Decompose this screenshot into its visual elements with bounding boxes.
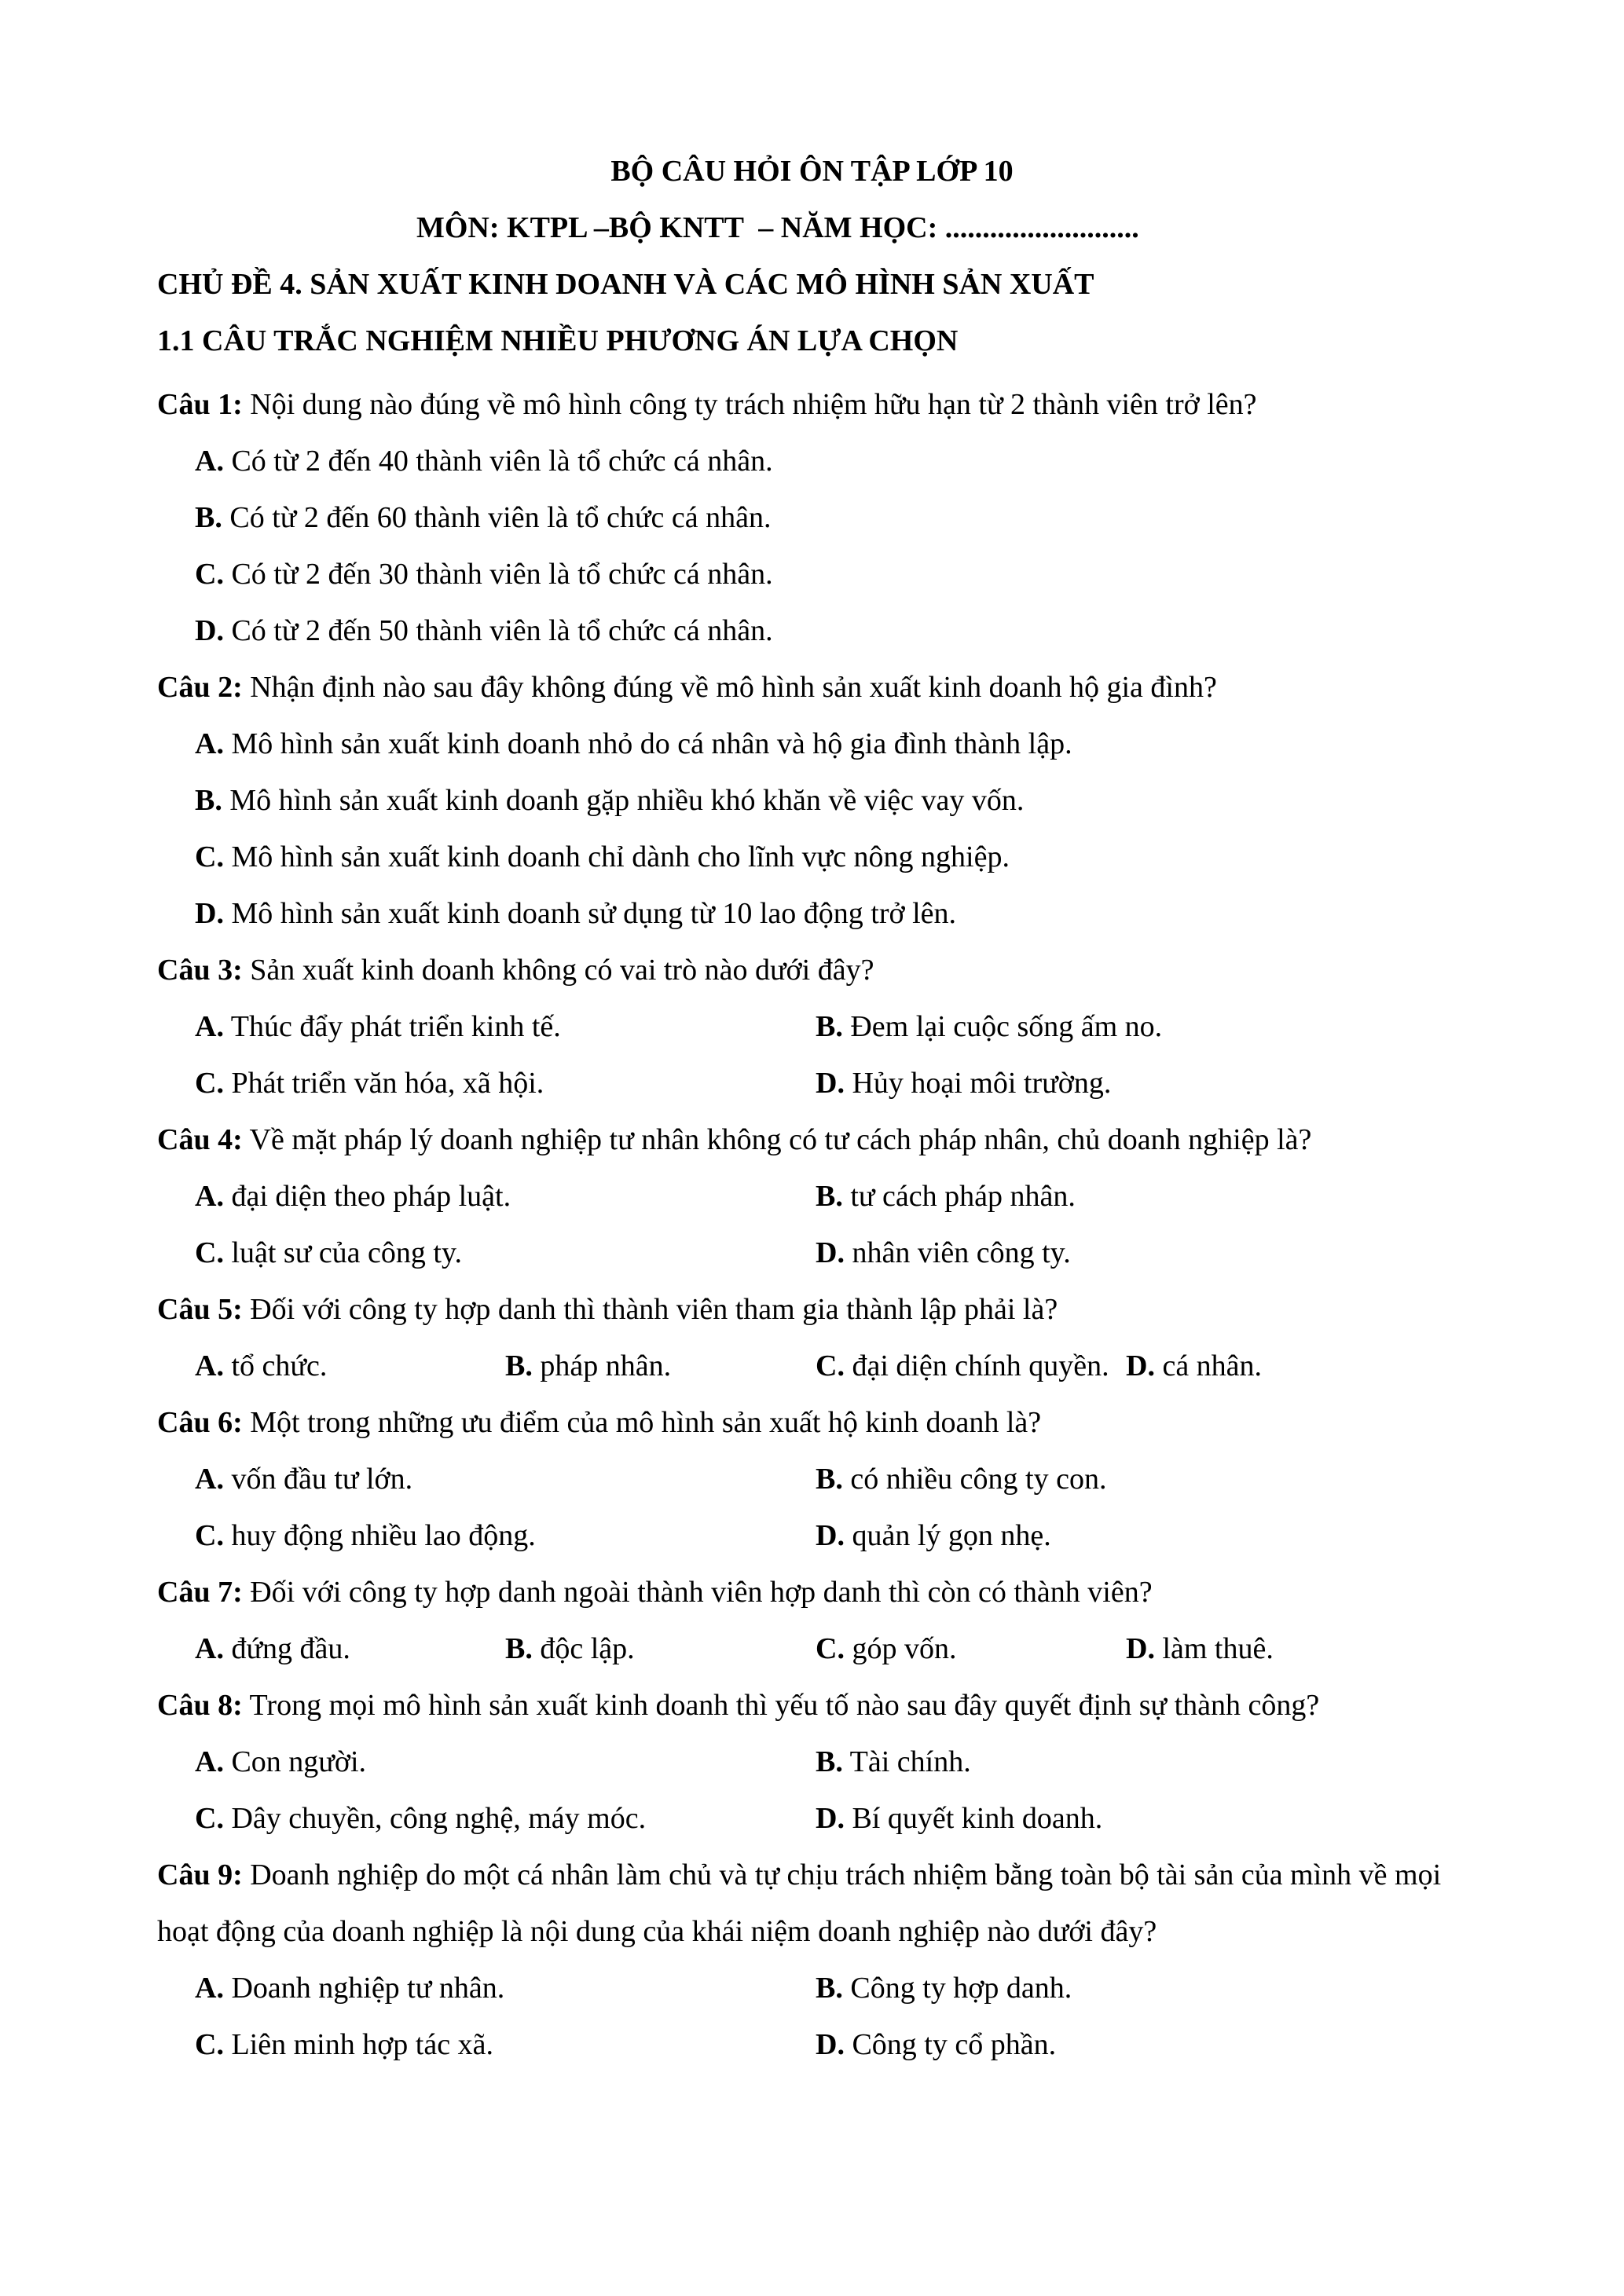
option-c [195,2027,816,2062]
option-letter: D. [816,1802,845,1835]
option-c [816,1631,1126,1666]
option-group [157,716,1485,942]
option-letter: D. [195,614,224,647]
document-title: BỘ CÂU HỎI ÔN TẬP LỚP 10 [610,155,1014,188]
question-3 [157,942,1485,1111]
option-letter: D. [816,1236,845,1269]
option-b [816,1462,1436,1496]
option-text: pháp nhân. [532,1349,672,1382]
option-letter: C. [195,2028,224,2061]
option-letter: B. [505,1349,533,1382]
option-d [816,1801,1436,1836]
option-text: Công ty hợp danh. [842,1972,1072,2005]
option-d [1126,1349,1436,1383]
option-text: quản lý gọn nhẹ. [844,1519,1051,1552]
option-letter: D. [195,897,224,930]
option-letter: A. [195,727,224,760]
option-b [195,500,1485,535]
option-text: Dây chuyền, công nghệ, máy móc. [223,1802,647,1835]
option-a [195,1462,816,1496]
question-stem [157,1281,1485,1338]
option-text: tổ chức. [223,1349,328,1382]
question-text: Nhận định nào sau đây không đúng về mô hình sản xuất kinh doanh hộ gia đình? [242,671,1217,704]
option-letter: B. [195,784,222,817]
option-text: đại diện chính quyền. [844,1349,1109,1382]
option-text: độc lập. [532,1632,635,1665]
option-text: Mô hình sản xuất kinh doanh nhỏ do cá nhân và hộ gia đình thành lập. [223,727,1072,760]
option-text: Con người. [223,1745,367,1778]
question-text: Nội dung nào đúng về mô hình công ty trách nhiệm hữu hạn từ 2 thành viên trở lên? [242,388,1257,421]
question-list [157,376,1485,2073]
option-letter: B. [816,1463,843,1496]
question-label: Câu 5: [157,1293,243,1326]
question-text: Doanh nghiệp do một cá nhân làm chủ và tự chịu trách nhiệm bằng toàn bộ tài sản của mình về mọi hoạt động của doanh nghiệp là nội dung của khái niệm doanh nghiệp nào dưới đây? [157,1858,1442,1948]
option-c [195,840,1485,874]
option-text: làm thuê. [1154,1632,1274,1665]
question-label: Câu 7: [157,1576,243,1609]
option-a [195,1349,505,1383]
option-b [505,1349,816,1383]
option-letter: A. [195,1010,224,1043]
option-b [505,1631,816,1666]
option-group [157,1734,1485,1847]
option-d [195,613,1485,648]
option-a [195,1631,505,1666]
question-stem [157,1394,1485,1451]
option-text: Doanh nghiệp tư nhân. [223,1972,505,2005]
option-letter: B. [816,1010,843,1043]
document-subtitle: MÔN: KTPL –BỘ KNTT – NĂM HỌC: .......................... [416,211,1139,244]
option-letter: D. [1126,1349,1155,1382]
option-text: Thúc đẩy phát triển kinh tế. [223,1010,561,1043]
option-text: tư cách pháp nhân. [842,1180,1076,1213]
option-letter: C. [195,1519,224,1552]
question-6 [157,1394,1485,1564]
option-text: Phát triển văn hóa, xã hội. [223,1067,544,1100]
option-b [816,1179,1436,1214]
question-text: Đối với công ty hợp danh ngoài thành viên hợp danh thì còn có thành viên? [242,1576,1153,1609]
option-letter: C. [195,1067,224,1100]
option-text: Có từ 2 đến 60 thành viên là tổ chức cá nhân. [222,501,772,534]
option-group [157,1338,1485,1394]
option-letter: C. [816,1349,845,1382]
option-d [816,1236,1436,1270]
option-letter: B. [816,1745,843,1778]
option-letter: D. [816,1067,845,1100]
option-group [157,1168,1485,1281]
option-letter: C. [195,1236,224,1269]
topic-heading: CHỦ ĐỀ 4. SẢN XUẤT KINH DOANH VÀ CÁC MÔ HÌNH SẢN XUẤT [157,268,1094,301]
option-letter: A. [195,445,224,478]
option-c [816,1349,1126,1383]
option-d [195,896,1485,931]
option-d [816,2027,1436,2062]
question-4 [157,1111,1485,1281]
option-text: Có từ 2 đến 30 thành viên là tổ chức cá nhân. [223,558,773,591]
question-label: Câu 6: [157,1406,243,1439]
option-text: huy động nhiều lao động. [223,1519,536,1552]
option-letter: B. [816,1180,843,1213]
option-group [157,433,1485,659]
option-d [816,1066,1436,1100]
option-a [195,1179,816,1214]
question-label: Câu 3: [157,954,243,987]
option-c [195,1801,816,1836]
question-text: Sản xuất kinh doanh không có vai trò nào dưới đây? [242,954,874,987]
option-text: Mô hình sản xuất kinh doanh chỉ dành cho lĩnh vực nông nghiệp. [223,840,1010,873]
option-letter: A. [195,1632,224,1665]
option-text: Có từ 2 đến 40 thành viên là tổ chức cá nhân. [223,445,773,478]
question-stem [157,1847,1485,1960]
option-a [195,444,1485,478]
option-text: Công ty cổ phần. [844,2028,1057,2061]
option-c [195,1518,816,1553]
question-label: Câu 1: [157,388,243,421]
option-letter: A. [195,1745,224,1778]
option-text: Hủy hoại môi trường. [844,1067,1112,1100]
option-c [195,1066,816,1100]
question-8 [157,1677,1485,1847]
option-text: góp vốn. [844,1632,957,1665]
option-text: Đem lại cuộc sống ấm no. [842,1010,1163,1043]
option-letter: A. [195,1463,224,1496]
option-letter: D. [816,1519,845,1552]
option-c [195,1236,816,1270]
option-group [157,1620,1485,1677]
option-a [195,1971,816,2005]
option-b [816,1745,1436,1779]
option-c [195,557,1485,591]
question-text: Một trong những ưu điểm của mô hình sản xuất hộ kinh doanh là? [242,1406,1042,1439]
question-stem [157,1111,1485,1168]
option-text: đứng đầu. [223,1632,350,1665]
option-letter: D. [816,2028,845,2061]
question-stem [157,659,1485,716]
option-text: luật sư của công ty. [223,1236,463,1269]
option-letter: B. [816,1972,843,2005]
option-text: Có từ 2 đến 50 thành viên là tổ chức cá nhân. [223,614,773,647]
question-label: Câu 8: [157,1689,243,1722]
option-a [195,1009,816,1044]
question-text: Trong mọi mô hình sản xuất kinh doanh thì yếu tố nào sau đây quyết định sự thành công? [242,1689,1320,1722]
question-label: Câu 4: [157,1123,243,1156]
option-letter: B. [505,1632,533,1665]
option-text: Mô hình sản xuất kinh doanh sử dụng từ 10 lao động trở lên. [223,897,956,930]
question-text: Đối với công ty hợp danh thì thành viên tham gia thành lập phải là? [242,1293,1058,1326]
section-heading: 1.1 CÂU TRẮC NGHIỆM NHIỀU PHƯƠNG ÁN LỰA CHỌN [157,324,959,357]
option-b [816,1009,1436,1044]
question-7 [157,1564,1485,1677]
option-text: cá nhân. [1154,1349,1263,1382]
question-label: Câu 2: [157,671,243,704]
option-a [195,1745,816,1779]
option-text: Mô hình sản xuất kinh doanh gặp nhiều khó khăn về việc vay vốn. [222,784,1025,817]
option-b [195,783,1485,818]
option-letter: A. [195,1972,224,2005]
option-d [816,1518,1436,1553]
question-text: Về mặt pháp lý doanh nghiệp tư nhân không có tư cách pháp nhân, chủ doanh nghiệp là? [242,1123,1312,1156]
option-letter: C. [195,1802,224,1835]
option-text: Bí quyết kinh doanh. [844,1802,1103,1835]
question-2 [157,659,1485,942]
option-a [195,727,1485,761]
question-5 [157,1281,1485,1394]
option-text: vốn đầu tư lớn. [223,1463,413,1496]
question-stem [157,376,1485,433]
option-letter: A. [195,1349,224,1382]
option-letter: A. [195,1180,224,1213]
option-letter: C. [195,558,224,591]
option-text: nhân viên công ty. [844,1236,1071,1269]
option-group [157,1960,1485,2073]
option-letter: B. [195,501,222,534]
option-text: Liên minh hợp tác xã. [223,2028,493,2061]
option-b [816,1971,1436,2005]
option-letter: C. [816,1632,845,1665]
option-group [157,1451,1485,1564]
question-stem [157,942,1485,998]
option-letter: C. [195,840,224,873]
question-stem [157,1677,1485,1734]
option-text: có nhiều công ty con. [842,1463,1107,1496]
question-stem [157,1564,1485,1620]
option-d [1126,1631,1436,1666]
question-1 [157,376,1485,659]
option-text: đại diện theo pháp luật. [223,1180,511,1213]
question-9 [157,1847,1485,2073]
option-letter: D. [1126,1632,1155,1665]
question-label: Câu 9: [157,1858,243,1891]
option-text: Tài chính. [842,1745,971,1778]
option-group [157,998,1485,1111]
